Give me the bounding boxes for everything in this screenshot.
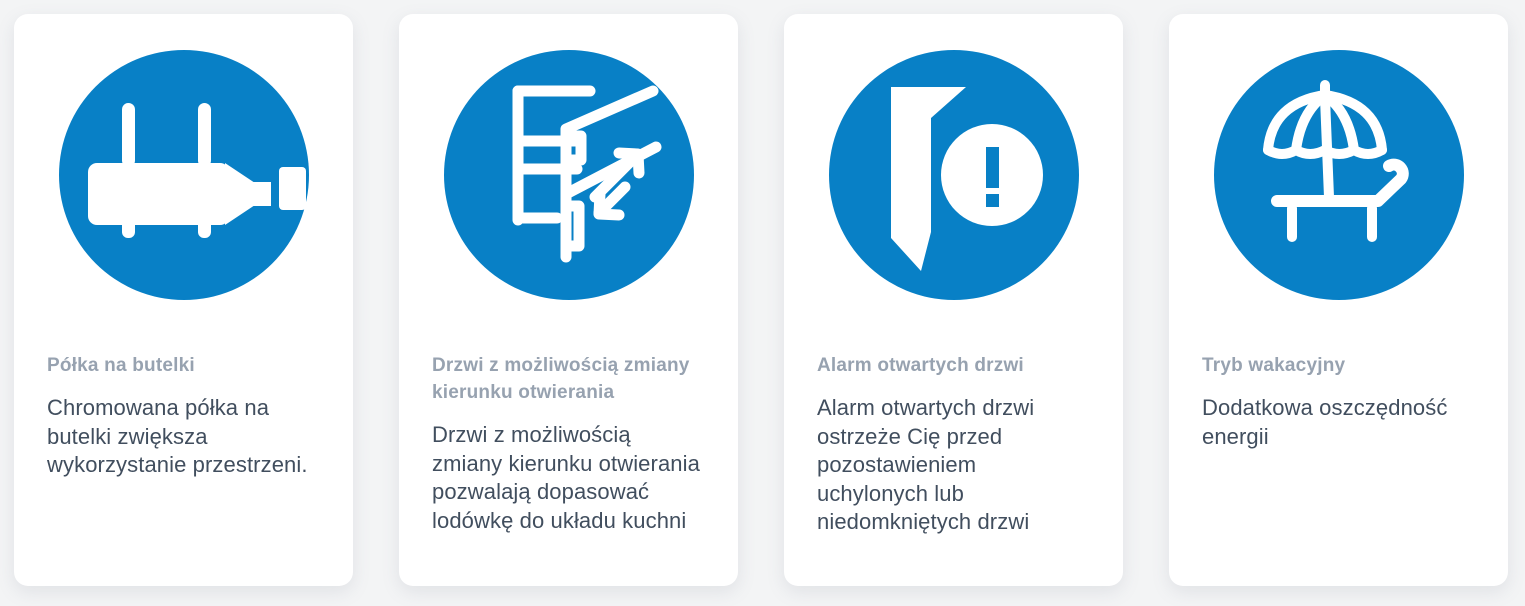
card-description: Chromowana półka na butelki zwiększa wykorzystanie przestrzeni. [47, 395, 308, 477]
card-description: Dodatkowa oszczędność energii [1202, 395, 1448, 449]
feature-card-vacation-mode [1169, 14, 1508, 586]
vacation-mode-icon [1214, 50, 1464, 300]
open-door-alarm-icon [829, 50, 1079, 300]
card-title: Półka na butelki [47, 355, 195, 376]
feature-card-door-alarm [784, 14, 1123, 586]
card-title: Drzwi z możliwością zmiany kierunku otwierania [432, 355, 690, 403]
card-title: Tryb wakacyjny [1202, 355, 1346, 376]
card-title: Alarm otwartych drzwi [817, 355, 1024, 376]
feature-card-reversible-door [399, 14, 738, 586]
reversible-door-icon [444, 50, 694, 300]
card-description: Drzwi z możliwością zmiany kierunku otwierania pozwalają dopasować lodówkę do układu kuchni [432, 422, 700, 533]
bottle-shelf-icon [59, 50, 309, 300]
card-description: Alarm otwartych drzwi ostrzeże Cię przed pozostawieniem uchylonych lub niedomkniętych drzwi [817, 395, 1035, 534]
feature-card-bottle-shelf [14, 14, 353, 586]
